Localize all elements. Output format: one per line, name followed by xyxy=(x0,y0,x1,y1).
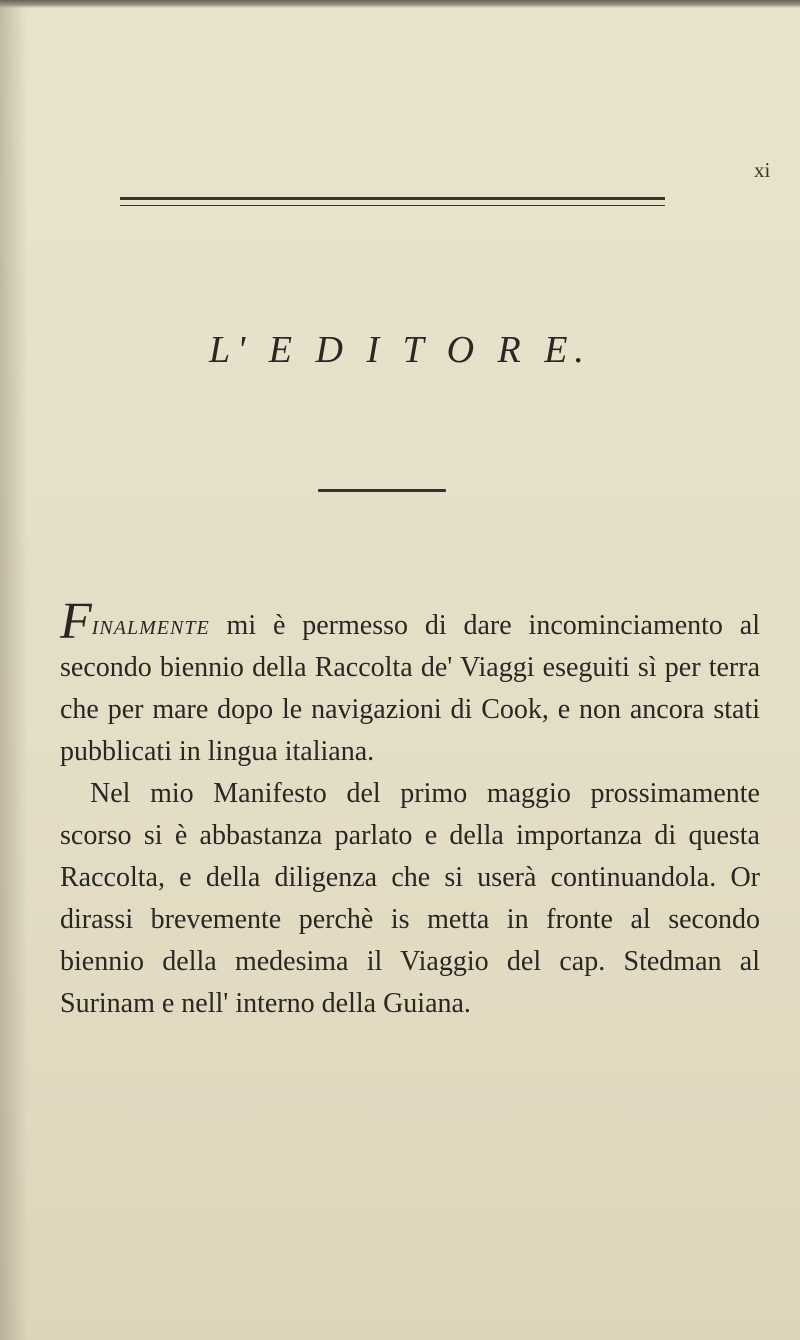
paragraph-2-text: Nel mio Manifesto del primo maggio prossimamente scorso si è abbastanza parlato e della importanza di questa Raccolta, e della diligenza che si userà continuandola. Or dirassi brevemente perchè is metta in fronte al secondo biennio della medesima il Viaggio del cap. Stedman al Surinam e nell' interno della Guiana. xyxy=(60,778,760,1019)
paragraph-1-text: mi è permesso di dare incominciamento al secondo biennio della Raccolta de' Viaggi eseguiti sì per terra che per mare dopo le navigazioni di Cook, e non ancora stati pubblicati in lingua italiana. xyxy=(60,610,760,767)
heading-divider xyxy=(318,489,446,492)
body-text xyxy=(60,593,760,1025)
section-heading: L' E D I T O R E. xyxy=(209,329,591,371)
header-double-rule xyxy=(120,197,665,206)
page-top-edge xyxy=(0,0,800,8)
drop-cap: F xyxy=(60,593,92,650)
paragraph-1 xyxy=(60,593,760,773)
lead-in-word: inalmente xyxy=(91,610,210,641)
page-number: xi xyxy=(754,158,771,182)
paragraph-2 xyxy=(60,773,760,1025)
